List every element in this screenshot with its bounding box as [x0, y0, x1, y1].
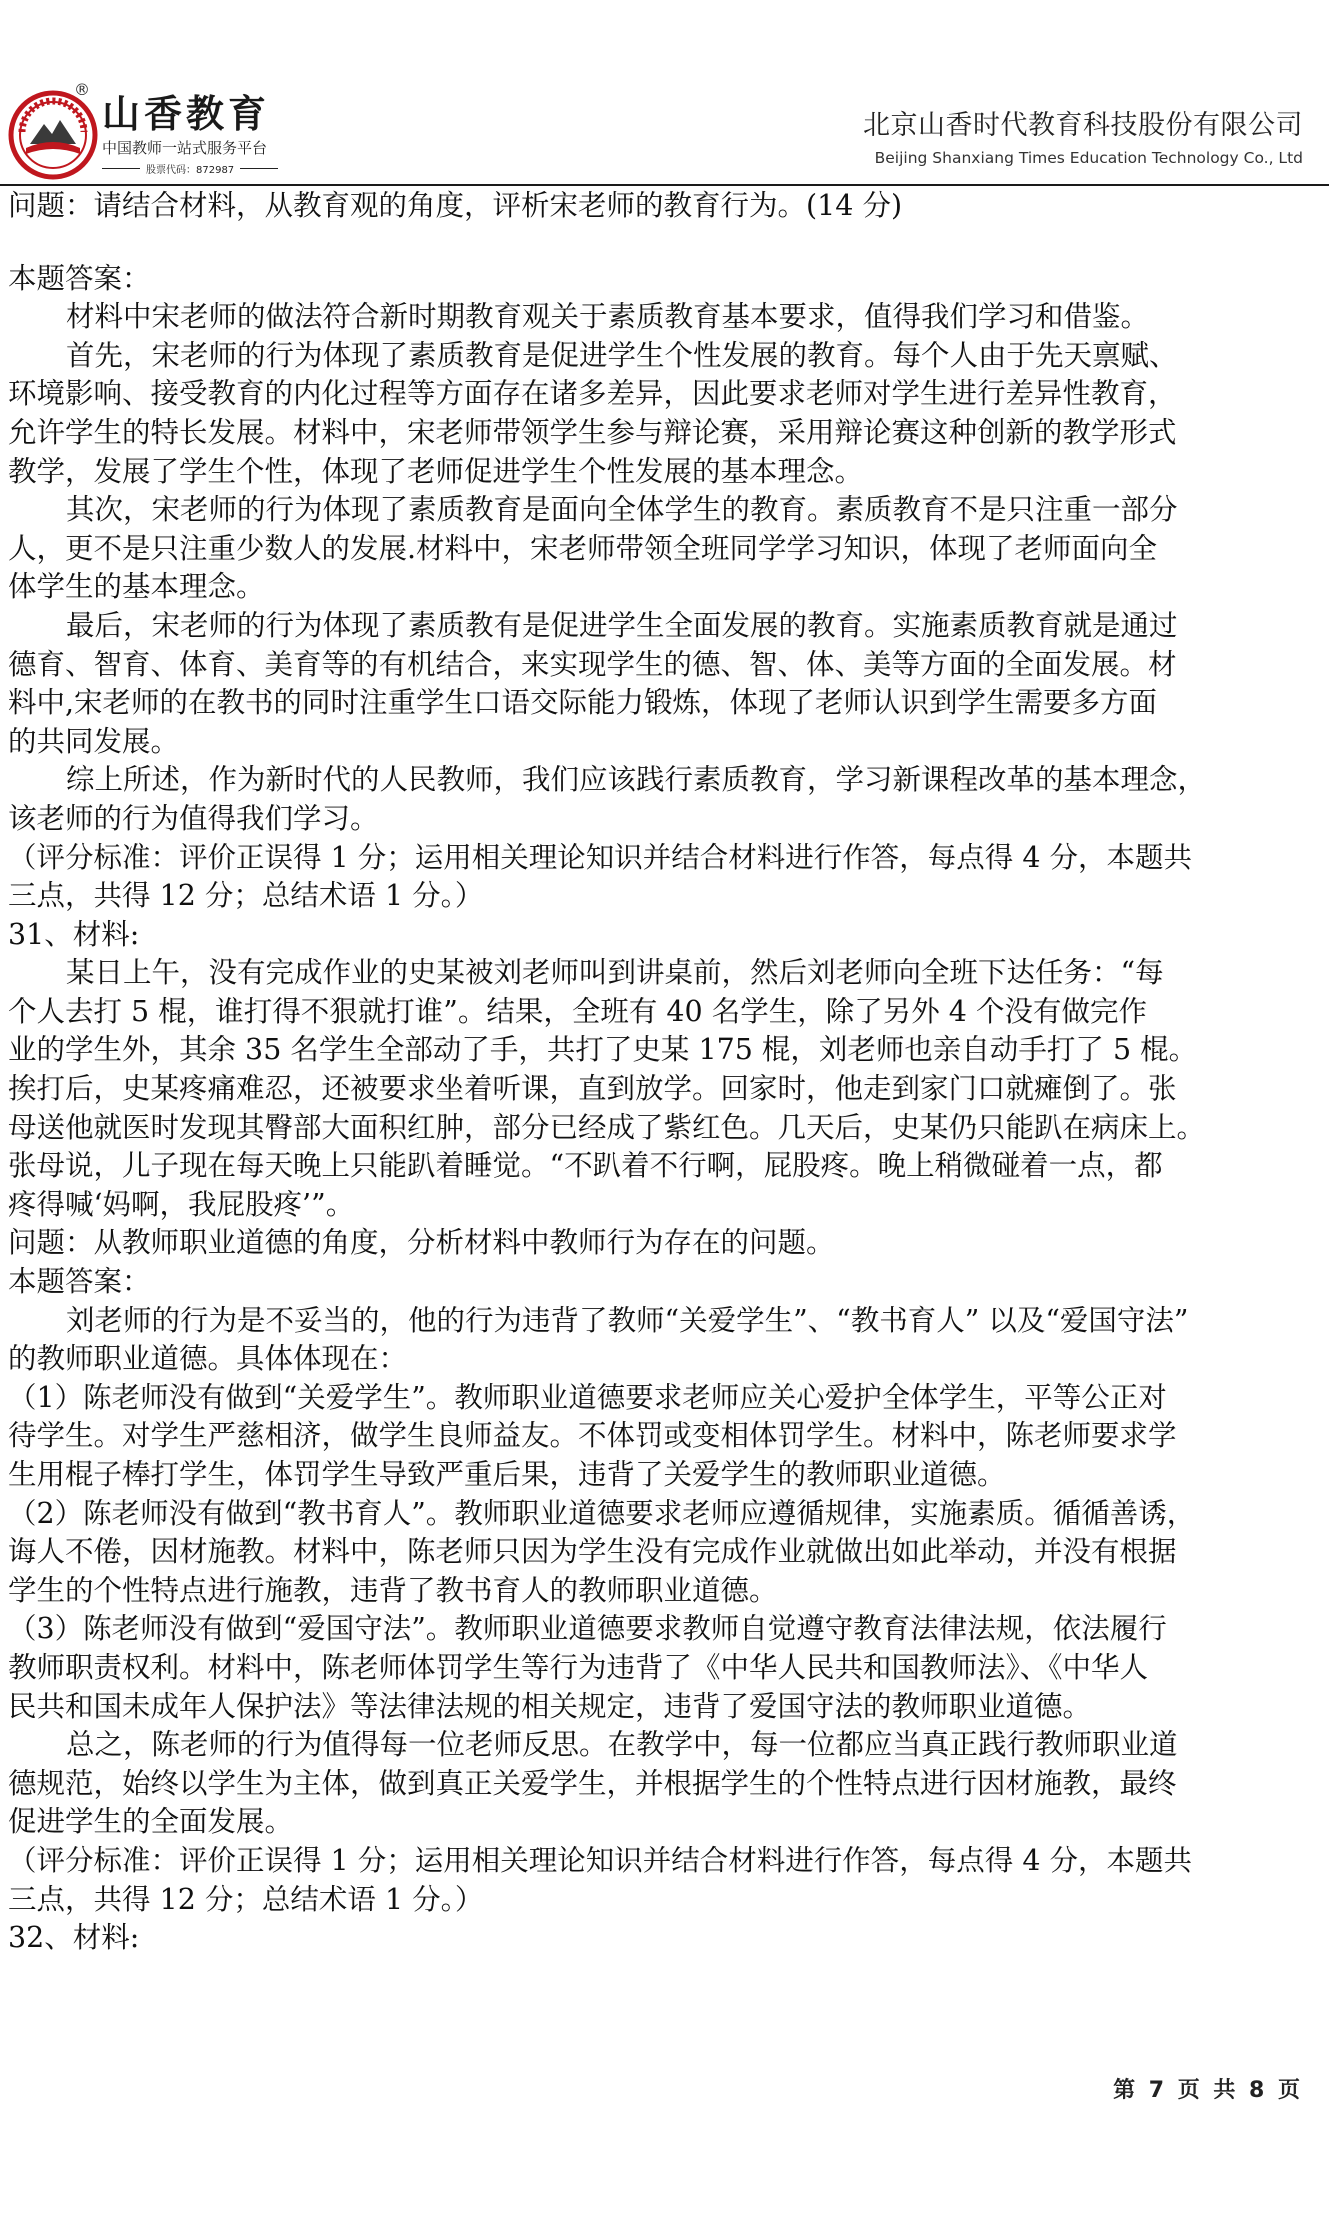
paragraph-line: （3）陈老师没有做到“爱国守法”。教师职业道德要求教师自觉遵守教育法律法规，依法履行: [8, 1612, 1167, 1646]
paragraph-line: 综上所述，作为新时代的人民教师，我们应该践行素质教育，学习新课程改革的基本理念，: [66, 763, 1207, 797]
stock-code: 股票代码：872987: [146, 165, 235, 176]
paragraph-line: 促进学生的全面发展。: [8, 1805, 294, 1839]
divider: [102, 168, 140, 169]
divider: [240, 168, 278, 169]
paragraph-line: 德育、智育、体育、美育等的有机结合，来实现学生的德、智、体、美等方面的全面发展。材: [8, 647, 1177, 681]
paragraph-line: 生用棍子棒打学生，体罚学生导致严重后果，违背了关爱学生的教师职业道德。: [8, 1458, 1006, 1491]
brand-name: 山香教育: [102, 92, 271, 136]
paragraph-line: 教学，发展了学生个性，体现了老师促进学生个性发展的基本理念。: [8, 454, 864, 488]
paragraph-line: 的共同发展。: [8, 724, 180, 758]
paragraph-line: 体学生的基本理念。: [8, 570, 265, 604]
paragraph-line: （1）陈老师没有做到“关爱学生”。教师职业道德要求老师应关心爱护全体学生，平等公正对: [8, 1380, 1167, 1414]
answer-body: [8, 187, 1308, 1958]
paragraph-line: 人，更不是只注重少数人的发展.材料中，宋老师带领全班同学学习知识，体现了老师面向全: [8, 531, 1158, 565]
paragraph-line: 允许学生的特长发展。材料中，宋老师带领学生参与辩论赛，采用辩论赛这种创新的教学形式: [8, 415, 1177, 449]
material-line: 张母说，儿子现在每天晚上只能趴着睡觉。“不趴着不行啊，屁股疼。晚上稍微碰着一点，都: [8, 1149, 1163, 1183]
company-name-en: Beijing Shanxiang Times Education Technology Co., Ltd: [874, 149, 1303, 167]
paragraph-line: 教师职责权利。材料中，陈老师体罚学生等行为违背了《中华人民共和国教师法》、《中华人: [8, 1650, 1149, 1684]
paragraph-line: 总之，陈老师的行为值得每一位老师反思。在教学中，每一位都应当真正践行教师职业道: [66, 1728, 1178, 1762]
paragraph-line: （2）陈老师没有做到“教书育人”。教师职业道德要求老师应遵循规律，实施素质。循循善诱，: [8, 1496, 1196, 1530]
question-line: 问题：请结合材料，从教育观的角度，评析宋老师的教育行为。(14 分): [8, 189, 903, 222]
answer-heading: 本题答案：: [8, 261, 151, 295]
header-divider: [0, 184, 1329, 186]
question-line: 问题：从教师职业道德的角度，分析材料中教师行为存在的问题。: [8, 1226, 835, 1260]
material-line: 个人去打 5 棍，谁打得不狠就打谁”。结果，全班有 40 名学生，除了另外 4 个没有做完作: [8, 994, 1147, 1028]
material-line: 某日上午，没有完成作业的史某被刘老师叫到讲桌前，然后刘老师向全班下达任务：“每: [66, 956, 1164, 990]
paragraph-line: 材料中宋老师的做法符合新时期教育观关于素质教育基本要求，值得我们学习和借鉴。: [66, 300, 1150, 334]
scoring-line: （评分标准：评价正误得 1 分；运用相关理论知识并结合材料进行作答，每点得 4 分，本题共: [8, 840, 1193, 874]
brand-block: [102, 92, 278, 176]
company-name-cn: 北京山香时代教育科技股份有限公司: [863, 110, 1303, 141]
material-line: 业的学生外，其余 35 名学生全部动了手，共打了史某 175 棍，刘老师也亲自动手打了 5 棍。: [8, 1033, 1198, 1067]
paragraph-line: 德规范，始终以学生为主体，做到真正关爱学生，并根据学生的个性特点进行因材施教，最终: [8, 1766, 1177, 1800]
page-header: [0, 0, 1329, 190]
material-line: 挨打后，史某疼痛难忍，还被要求坐着听课，直到放学。回家时，他走到家门口就瘫倒了。张: [8, 1072, 1177, 1106]
stock-code-row: [102, 161, 278, 176]
question-number: 31、材料:: [8, 917, 140, 951]
scoring-line: 三点，共得 12 分；总结术语 1 分。）: [8, 879, 484, 913]
page-number: 第 7 页 共 8 页: [1113, 2078, 1303, 2103]
material-line: 母送他就医时发现其臀部大面积红肿，部分已经成了紫红色。几天后，史某仍只能趴在病床上。: [8, 1110, 1206, 1144]
scoring-line: （评分标准：评价正误得 1 分；运用相关理论知识并结合材料进行作答，每点得 4 分，本题共: [8, 1843, 1193, 1877]
paragraph-line: 首先，宋老师的行为体现了素质教育是促进学生个性发展的教育。每个人由于先天禀赋、: [66, 338, 1178, 372]
paragraph-line: 其次，宋老师的行为体现了素质教育是面向全体学生的教育。素质教育不是只注重一部分: [66, 493, 1178, 527]
paragraph-line: 刘老师的行为是不妥当的，他的行为违背了教师“关爱学生”、“教书育人” 以及“爱国守法”: [66, 1303, 1189, 1337]
registered-mark: ®: [74, 80, 90, 99]
question-number: 32、材料:: [8, 1921, 140, 1955]
answer-heading: 本题答案：: [8, 1265, 151, 1299]
paragraph-line: 环境影响、接受教育的内化过程等方面存在诸多差异，因此要求老师对学生进行差异性教育，: [8, 377, 1177, 411]
paragraph-line: 料中,宋老师的在教书的同时注重学生口语交际能力锻炼，体现了老师认识到学生需要多方面: [8, 686, 1158, 720]
company-block: [863, 108, 1303, 170]
paragraph-line: 待学生。对学生严慈相济，做学生良师益友。不体罚或变相体罚学生。材料中，陈老师要求学: [8, 1419, 1177, 1453]
paragraph-line: 学生的个性特点进行施教，违背了教书育人的教师职业道德。: [8, 1573, 778, 1607]
paragraph-line: 诲人不倦，因材施教。材料中，陈老师只因为学生没有完成作业就做出如此举动，并没有根据: [8, 1535, 1177, 1569]
paragraph-line: 的教师职业道德。具体体现在：: [8, 1342, 408, 1376]
material-line: 疼得喊‘妈啊，我屁股疼’”。: [8, 1187, 355, 1221]
paragraph-line: 最后，宋老师的行为体现了素质教有是促进学生全面发展的教育。实施素质教育就是通过: [66, 608, 1178, 642]
blank-line: [8, 226, 1308, 260]
brand-tagline: 中国教师一站式服务平台: [102, 139, 268, 157]
scoring-line: 三点，共得 12 分；总结术语 1 分。）: [8, 1882, 484, 1916]
paragraph-line: 该老师的行为值得我们学习。: [8, 801, 379, 835]
paragraph-line: 民共和国未成年人保护法》等法律法规的相关规定，违背了爱国守法的教师职业道德。: [8, 1689, 1092, 1723]
shanxiang-logo: [8, 90, 98, 180]
